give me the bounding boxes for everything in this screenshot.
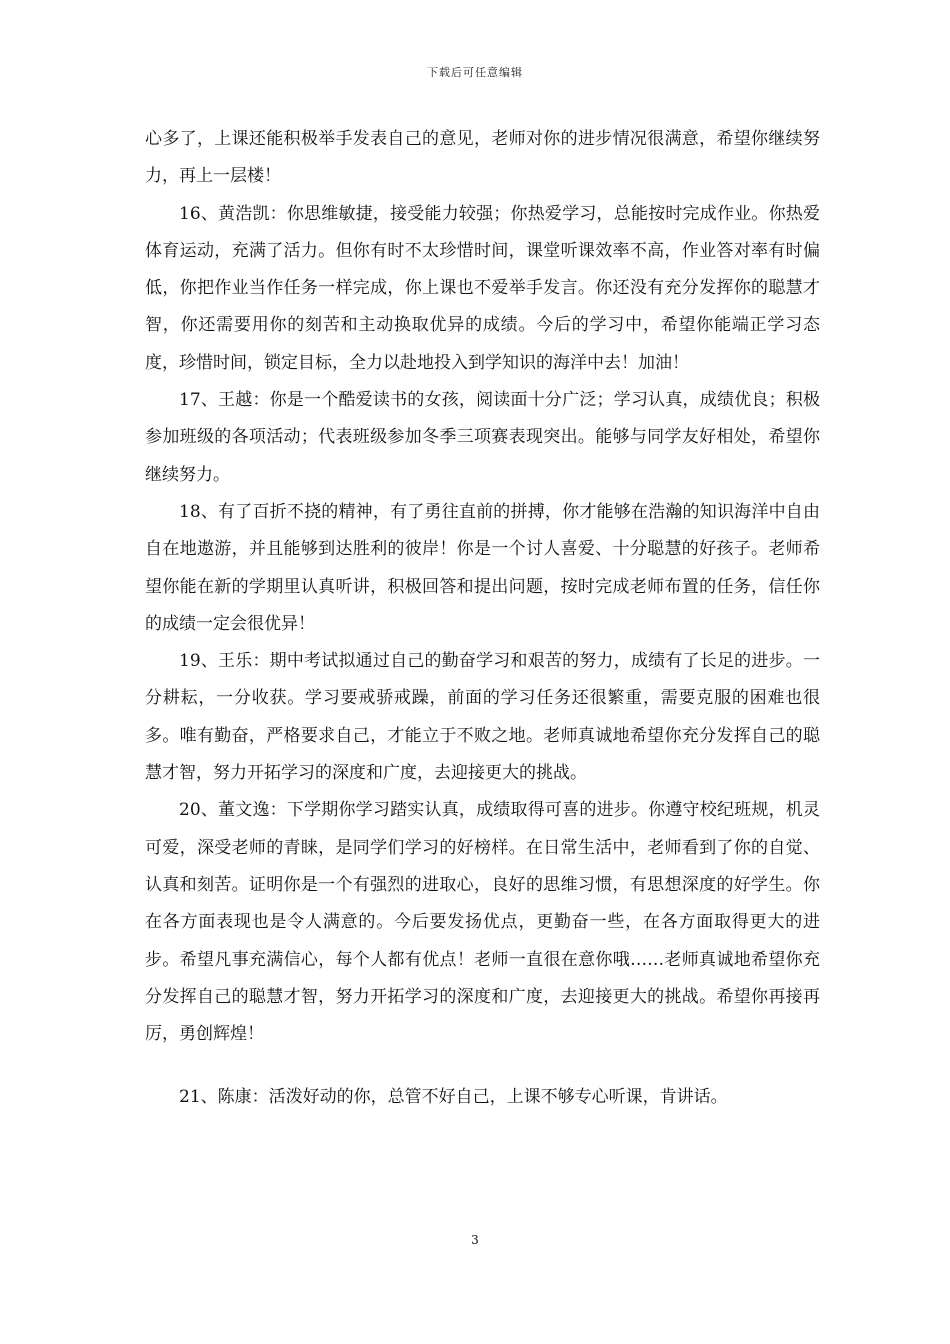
document-body xyxy=(145,121,820,1117)
paragraph-comment-20: 20、董文逸：下学期你学习踏实认真，成绩取得可喜的进步。你遵守校纪班规，机灵可爱，深受老师的青睐，是同学们学习的好榜样。在日常生活中，老师看到了你的自觉、认真和刻苦。证明你是一个有强烈的进取心，良好的思维习惯，有思想深度的好学生。你在各方面表现也是令人满意的。今后要发扬优点，更勤奋一些，在各方面取得更大的进步。希望凡事充满信心，每个人都有优点！老师一直很在意你哦……老师真诚地希望你充分发挥自己的聪慧才智，努力开拓学习的深度和广度，去迎接更大的挑战。希望你再接再厉，勇创辉煌！ xyxy=(145,800,820,1045)
paragraph-comment-18: 18、有了百折不挠的精神，有了勇往直前的拼搏，你才能够在浩瀚的知识海洋中自由自在地遨游，并且能够到达胜利的彼岸！你是一个讨人喜爱、十分聪慧的好孩子。老师希望你能在新的学期里认真听讲，积极回答和提出问题，按时完成老师布置的任务，信任你的成绩一定会很优异！ xyxy=(145,501,820,634)
paragraph-continuation: 心多了，上课还能积极举手发表自己的意见，老师对你的进步情况很满意，希望你继续努力，再上一层楼！ xyxy=(145,129,820,187)
paragraph-comment-17: 17、王越：你是一个酷爱读书的女孩，阅读面十分广泛；学习认真，成绩优良；积极参加班级的各项活动；代表班级参加冬季三项赛表现突出。能够与同学友好相处，希望你继续努力。 xyxy=(145,390,820,485)
paragraph-comment-21: 21、陈康：活泼好动的你，总管不好自己，上课不够专心听课，肯讲话。 xyxy=(179,1087,728,1108)
page-header: 下载后可任意编辑 xyxy=(427,66,523,79)
paragraph-comment-19: 19、王乐：期中考试拟通过自己的勤奋学习和艰苦的努力，成绩有了长足的进步。一分耕耘，一分收获。学习要戒骄戒躁，前面的学习任务还很繁重，需要克服的困难也很多。唯有勤奋，严格要求自己，才能立于不败之地。老师真诚地希望你充分发挥自己的聪慧才智，努力开拓学习的深度和广度，去迎接更大的挑战。 xyxy=(145,651,820,784)
paragraph-comment-16: 16、黄浩凯：你思维敏捷，接受能力较强；你热爱学习，总能按时完成作业。你热爱体育运动，充满了活力。但你有时不太珍惜时间，课堂听课效率不高，作业答对率有时偏低，你把作业当作任务一样完成，你上课也不爱举手发言。你还没有充分发挥你的聪慧才智，你还需要用你的刻苦和主动换取优异的成绩。今后的学习中，希望你能端正学习态度，珍惜时间，锁定目标，全力以赴地投入到学知识的海洋中去！加油！ xyxy=(145,203,820,373)
page-number: 3 xyxy=(471,1233,479,1247)
